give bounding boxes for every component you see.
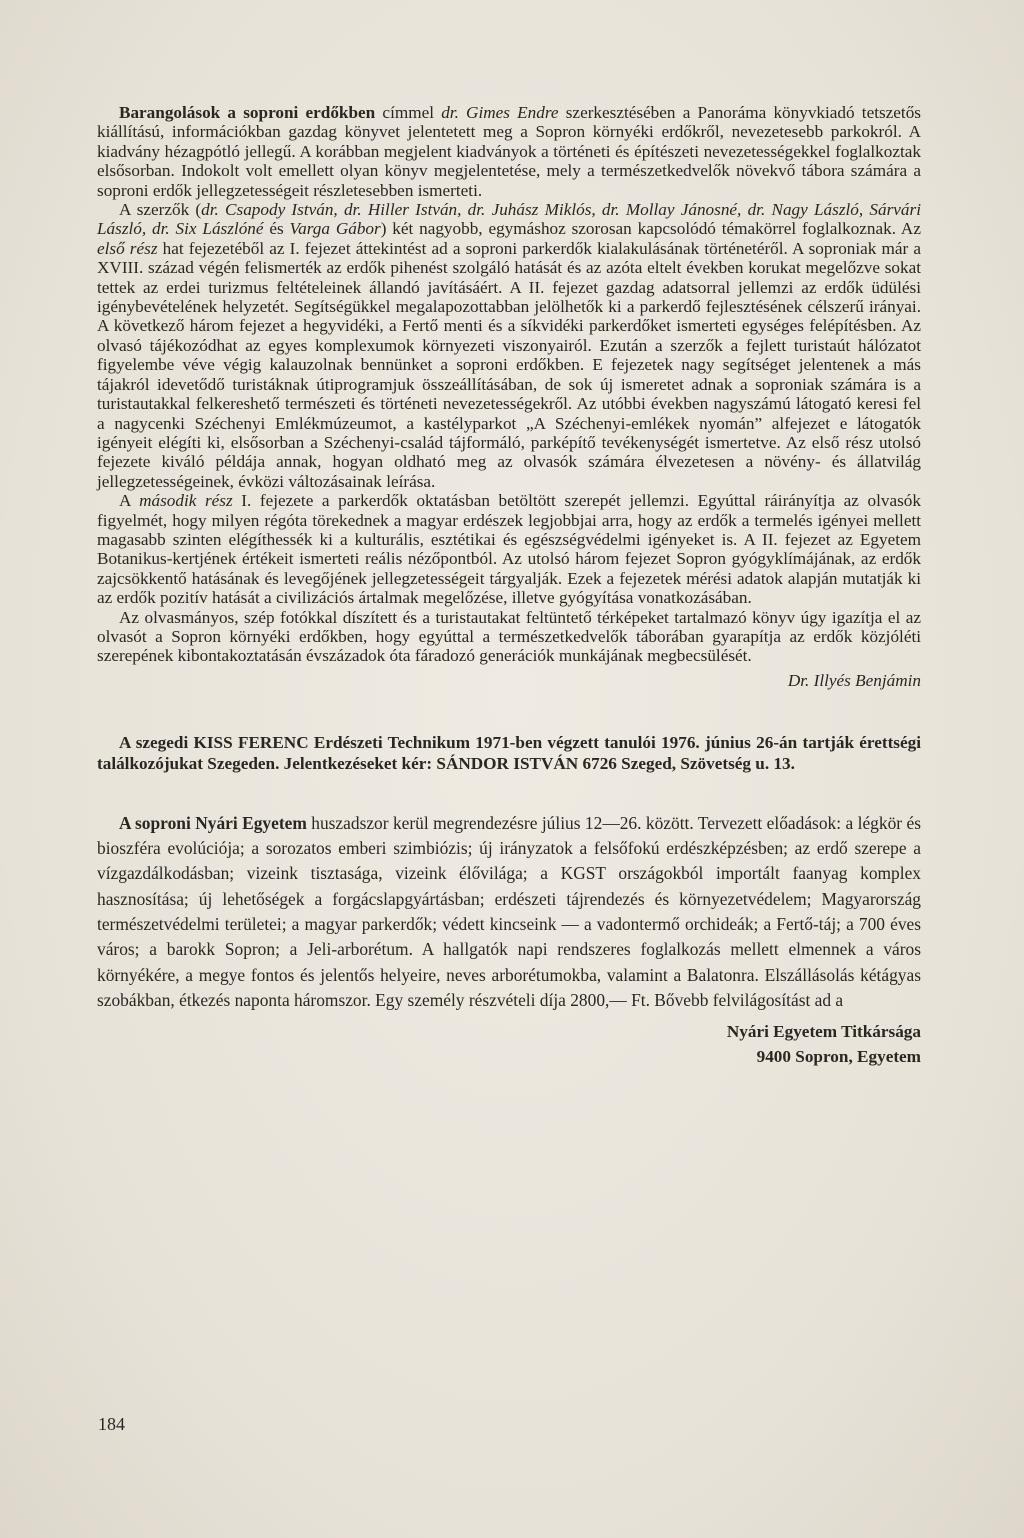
book-review — [97, 103, 921, 692]
review-title: Barangolások a soproni erdőkben — [119, 103, 376, 122]
review-paragraph-2 — [97, 200, 921, 491]
text-run: A — [119, 491, 140, 511]
author-names: dr. Csapody István, dr. Hiller István, dr. Juhász Miklós, dr. Mollay Jánosné, dr. Nagy László, Sárvári László, dr. Six Lászlóné — [97, 200, 921, 239]
text-run: címmel — [375, 103, 442, 122]
text-run: ) két nagyobb, egymáshoz szorosan kapcsolódó témakörrel foglalkoznak. Az — [380, 219, 921, 239]
summer-university-signature — [97, 1019, 921, 1069]
author-name: Varga Gábor — [289, 219, 381, 239]
signature-line: 9400 Sopron, Egyetem — [756, 1047, 921, 1067]
text-run: I. fejezete a parkerdők oktatásban betöltött szerepét jellemzi. Egyúttal ráirányítja az olvasók figyelmét, hogy milyen régóta törekednek a magyar erdészek legjobbjai arra, hogy az erdők a termelés igényei mellett magasabb szinten elégíthessék ki a kulturális, esztétikai és egészségvédelmi igényeket is. A II. fejezet az Egyetem Botanikus-kertjének értékeit ismerteti reális nézőpontból. Az utolsó három fejezet Sopron gyógyklímájának, az erdők zajcsökkentő hatásának és levegőjének jellegzetességeit tárgyalják. Ezek a fejezetek mérési adatok alapján mutatják ki az erdők pozitív hatását a civilizációs ártalmak megelőzése, illetve gyógyítása vonatkozásában. — [97, 491, 921, 608]
summer-university-paragraph — [97, 811, 921, 1013]
text-column — [97, 103, 921, 1069]
section-name: második rész — [139, 491, 233, 511]
text-run: huszadszor kerül megrendezésre július 12—26. között. Tervezett előadások: a légkör és bioszféra evolúciója; a sorozatos emberi szimbiózis; új irányzatok a felsőfokú erdészképzésben; az erdő szerepe a vízgazdálkodásban; vizeink tisztasága, vizeink élővilága; a KGST országokból importált faanyag komplex hasznosítása; új lehetőségek a forgácslapgyártásban; erdészeti tájrendezés és környezetvédelem; Magyarország természetvédelmi területei; a magyar parkerdők; védett kincseink — a vadontermő orchideák; a Fertő-táj; a 700 éves város; a barokk Sopron; a Jeli-arborétum. A hallgatók napi rendszeres foglalkozás mellett elmennek a város környékére, a megye fontos és jelentős helyeire, neves arborétumokba, valamint a Balatonra. Elszállásolás kétágyas szobákban, étkezés naponta háromszor. Egy személy részvételi díja 2800,— Ft. Bővebb felvilágosítást ad a — [97, 812, 921, 1010]
summer-university-notice — [97, 811, 921, 1069]
text-run: hat fejezetéből az I. fejezet áttekintést ad a soproni parkerdők kialakulásának történetéről. A soproniak már a XVIII. század végén felismerték az erdők pihenést szolgáló hatását és az azóta eltelt években korukat megelőzve sokat tettek az erdei turizmus feltételeinek állandó javításáért. A II. fejezet gazdag adatsorral jellemzi az erdők üdülési igénybevételének helyzetét. Segítségükkel megalapozottabban jelölhetők ki a parkerdő fejlesztésének célszerű irányai. A következő három fejezet a hegyvidéki, a Fertő menti és a síkvidéki parkerdőket ismerteti egységes felépítésben. Az olvasó tájékozódhat az egyes komplexumok környezeti viszonyairól. Ezután a szerzők a fejlett turistaút hálózatot figyelembe véve végig kalauzolnak bennünket a soproni erdőkben. E fejezetek nagy segítséget jelentenek a más tájakról idevetődő turistáknak útiprogramjuk összeállításában, de sok új ismeretet adnak a soproniak számára is a turistautakkal felkereshető természeti és történeti nevezetességekről. Az utóbbi években nagyszámú látogató keresi fel a nagycenki Széchenyi Emlékmúzeumot, a kastélyparkot „A Széchenyi-emlékek nyomán” alfejezet e látogatók igényeit elégíti ki, elsősorban a Széchenyi-család tájformáló, parképítő tevékenységét ismertetve. Az első rész utolsó fejezete kiváló példája annak, hogyan oldható meg az olvasók számára élvezetesen a növény- és állatvilág jellegzetességeinek, évközi változásainak leírása. — [97, 238, 921, 491]
review-paragraph-3 — [97, 491, 921, 607]
text-run: A szerzők ( — [119, 200, 202, 220]
review-paragraph-4: Az olvasmányos, szép fotókkal díszített és a turistautakat feltüntető térképeket tartalmazó könyv úgy igazítja el az olvasót a Sopron környéki erdőkben, hogy egyúttal a természetkedvelők táborában gyarapítja az erdők közjóléti szerepének kibontakoztatásán évszázadok óta fáradozó generációk munkájának megbecsülését. — [97, 607, 921, 666]
page-number: 184 — [98, 1414, 125, 1434]
text-run: és — [263, 219, 290, 239]
section-name: első rész — [97, 238, 158, 258]
editor-name: dr. Gimes Endre — [441, 103, 559, 122]
signature-line: Nyári Egyetem Titkársága — [726, 1022, 921, 1042]
review-paragraph-1 — [97, 103, 921, 200]
text-run: szerkesztésében a Panoráma könyvkiadó tetszetős kiállítású, információkban gazdag könyvet jelentetett meg a Sopron környéki erdőkről, nevezetesebb parkokról. A kiadvány hézagpótló jellegű. A korábban megjelent kiadványok a történeti és építészeti nevezetességekkel foglalkoztak elsősorban. Indokolt volt emellett olyan könyv megjelentetése, mely a természetkedvelők növekvő tábora számára a soproni erdők jellegzetességeit részletesebben ismerteti. — [97, 103, 921, 200]
reunion-notice: A szegedi KISS FERENC Erdészeti Technikum 1971-ben végzett tanulói 1976. június 26-án tartják érettségi találkozójukat Szegeden. Jelentkezéseket kér: SÁNDOR ISTVÁN 6726 Szeged, Szövetség u. 13. — [97, 732, 921, 774]
summer-university-title: A soproni Nyári Egyetem — [119, 812, 307, 833]
review-signature: Dr. Illyés Benjámin — [787, 670, 921, 690]
